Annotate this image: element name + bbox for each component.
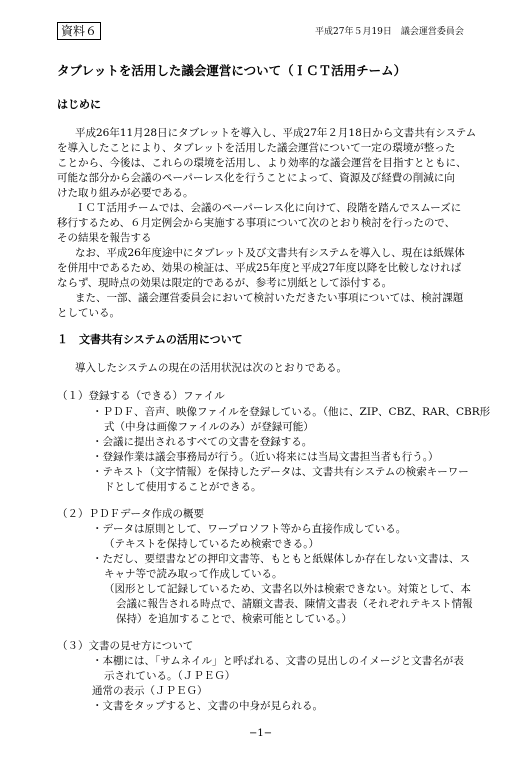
intro-line: なお、平成26年度途中にタブレット及び文書共有システムを導入し、現在は紙媒体 xyxy=(75,247,465,259)
intro-line: 移行するため、６月定例会から実施する事項について次のとおり検討を行ったので、 xyxy=(57,217,456,229)
subsection-2-line: ・データは原則として、ワープロソフト等から直接作成している。 xyxy=(92,523,407,535)
subsection-3-line: ・文書をタップすると、文書の中身が見られる。 xyxy=(92,700,323,712)
section-1-lead: 導入したシステムの現在の活用状況は次のとおりである。 xyxy=(75,362,347,374)
subsection-2-line: キャナ等で読み取って作成している。 xyxy=(104,568,283,580)
document-title: タブレットを活用した議会運営について（ＩＣＴ活用チーム） xyxy=(57,63,407,78)
intro-line: ＩＣＴ活用チームでは、会議のペーパーレス化に向けて、段階を踏んでスムーズに xyxy=(75,202,462,214)
intro-line: 可能な部分から会議のペーパーレス化を行うことによって、資源及び経費の削減に向 xyxy=(57,172,455,184)
subsection-3-line: 通常の表示（ＪＰＥＧ） xyxy=(92,685,208,697)
intro-line: けた取り組みが必要である。 xyxy=(57,187,194,199)
document-label-box: 資料６ xyxy=(57,22,101,40)
section-1-heading: １ 文書共有システムの活用について xyxy=(57,333,243,346)
subsection-1-line: ドとして使用することができる。 xyxy=(104,481,262,493)
intro-line: ことから、今後は、これらの環境を活用し、より効率的な議会運営を目指すとともに、 xyxy=(57,157,467,169)
subsection-2-line: 保持）を追加することで、検索可能としている。） xyxy=(116,613,353,625)
subsection-1-heading: （１）登録する（できる）ファイル xyxy=(57,390,225,402)
subsection-1-line: ・ＰＤＦ、音声、映像ファイルを登録している。（他に、ZIP、CBZ、RAR、CBR形 xyxy=(92,406,491,418)
intro-heading: はじめに xyxy=(57,98,101,111)
subsection-1-line: 式（中身は画像ファイルのみ）が登録可能） xyxy=(104,421,314,433)
intro-line: また、一部、議会運営委員会において検討いただきたい事項については、検討課題 xyxy=(75,292,464,304)
subsection-1-line: ・登録作業は議会事務局が行う。（近い将来には当局文書担当者も行う。） xyxy=(92,451,439,463)
intro-line: を導入したことにより、タブレットを活用した議会運営について一定の環境が整った xyxy=(57,142,456,154)
subsection-2-line: 会議に報告される時点で、請願文書表、陳情文書表（それぞれテキスト情報 xyxy=(116,598,473,610)
page-number: −1− xyxy=(249,728,273,739)
date-and-committee: 平成27年５月19日 議会運営委員会 xyxy=(315,27,464,37)
subsection-3-line: ・本棚には、「サムネイル」と呼ばれる、文書の見出しのイメージと文書名が表 xyxy=(92,655,464,667)
subsection-3-line: 示されている。（ＪＰＥＧ） xyxy=(104,670,236,682)
intro-line: ならず、現時点の効果は限定的であるが、参考に別紙として添付する。 xyxy=(57,277,393,289)
intro-line: としている。 xyxy=(57,307,120,319)
intro-line: を併用中であるため、効果の検証は、平成25年度と平成27年度以降を比較しなければ xyxy=(57,262,462,274)
subsection-2-line: （図形として記録しているため、文書名以外は検索できない。対策として、本 xyxy=(104,583,471,595)
subsection-2-line: （テキストを保持しているため検索できる。） xyxy=(104,538,320,550)
subsection-1-line: ・テキスト（文字情報）を保持したデータは、文書共有システムの検索キーワー xyxy=(92,466,469,478)
subsection-2-line: ・ただし、要望書などの押印文書等、もともと紙媒体しか存在しない文書は、ス xyxy=(92,553,470,565)
subsection-3-heading: （３）文書の見せ方について xyxy=(57,640,194,652)
subsection-2-heading: （２）ＰＤＦデータ作成の概要 xyxy=(57,508,204,520)
intro-line: その結果を報告する xyxy=(57,232,152,244)
subsection-1-line: ・会議に提出されるすべての文書を登録する。 xyxy=(92,436,313,448)
intro-line: 平成26年11月28日にタブレットを導入し、平成27年２月18日から文書共有システム xyxy=(75,127,477,139)
